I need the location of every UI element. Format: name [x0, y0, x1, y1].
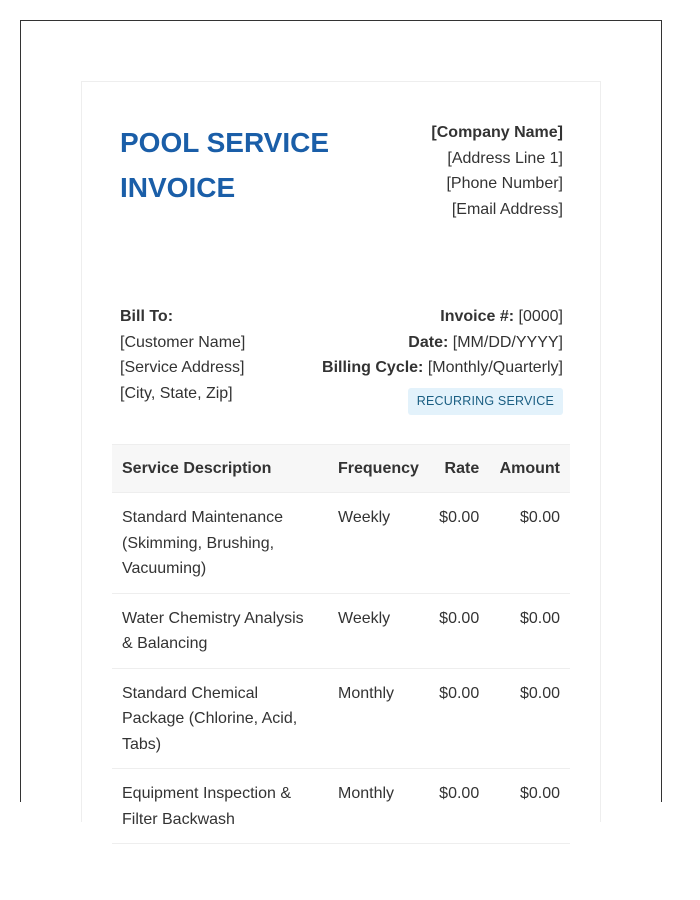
table-row	[112, 493, 570, 594]
service-table	[112, 444, 570, 844]
company-phone: [Phone Number]	[446, 175, 563, 192]
table-row	[112, 769, 570, 844]
city-state-zip: [City, State, Zip]	[120, 384, 233, 402]
table-row	[112, 668, 570, 769]
invoice-date-value: [MM/DD/YYYY]	[452, 333, 563, 351]
header-rate: Rate	[429, 445, 489, 493]
company-info	[393, 120, 563, 222]
row-rate: $0.00	[429, 493, 489, 594]
row-frequency: Monthly	[328, 668, 429, 769]
invoice-number-value: [0000]	[518, 308, 563, 325]
company-name: [Company Name]	[431, 124, 563, 141]
row-description: Standard Maintenance (Skimming, Brushing, Vacuuming)	[112, 493, 328, 594]
row-description: Water Chemistry Analysis & Balancing	[112, 593, 328, 668]
row-frequency: Weekly	[328, 593, 429, 668]
invoice-date-label: Date:	[408, 333, 449, 351]
row-description: Equipment Inspection & Filter Backwash	[112, 769, 328, 844]
row-rate: $0.00	[429, 668, 489, 769]
header-description: Service Description	[112, 445, 328, 493]
row-amount: $0.00	[489, 493, 570, 594]
billing-cycle-row	[273, 355, 563, 381]
row-amount: $0.00	[489, 593, 570, 668]
invoice-meta	[273, 304, 563, 415]
header-amount: Amount	[489, 445, 570, 493]
row-description: Standard Chemical Package (Chlorine, Acid, Tabs)	[112, 668, 328, 769]
billing-cycle-label: Billing Cycle:	[322, 359, 424, 376]
bill-to-label: Bill To:	[120, 308, 174, 325]
invoice-title: POOL SERVICE INVOICE	[120, 127, 330, 203]
table-header-row	[112, 445, 570, 493]
document-frame	[20, 20, 662, 828]
row-amount: $0.00	[489, 668, 570, 769]
row-rate: $0.00	[429, 769, 489, 844]
row-amount: $0.00	[489, 769, 570, 844]
customer-name: [Customer Name]	[120, 333, 246, 351]
row-frequency: Weekly	[328, 493, 429, 594]
billing-cycle-value: [Monthly/Quarterly]	[427, 359, 563, 376]
company-email: [Email Address]	[451, 200, 563, 218]
invoice-number-label: Invoice #:	[440, 308, 515, 325]
invoice-number-row	[273, 304, 563, 330]
company-address: [Address Line 1]	[447, 149, 563, 167]
invoice-date-row	[273, 330, 563, 356]
invoice-paper	[81, 81, 601, 828]
header-frequency: Frequency	[328, 445, 429, 493]
row-frequency: Monthly	[328, 769, 429, 844]
row-rate: $0.00	[429, 593, 489, 668]
table-row	[112, 593, 570, 668]
service-address: [Service Address]	[120, 359, 245, 376]
recurring-service-badge: RECURRING SERVICE	[408, 388, 563, 415]
